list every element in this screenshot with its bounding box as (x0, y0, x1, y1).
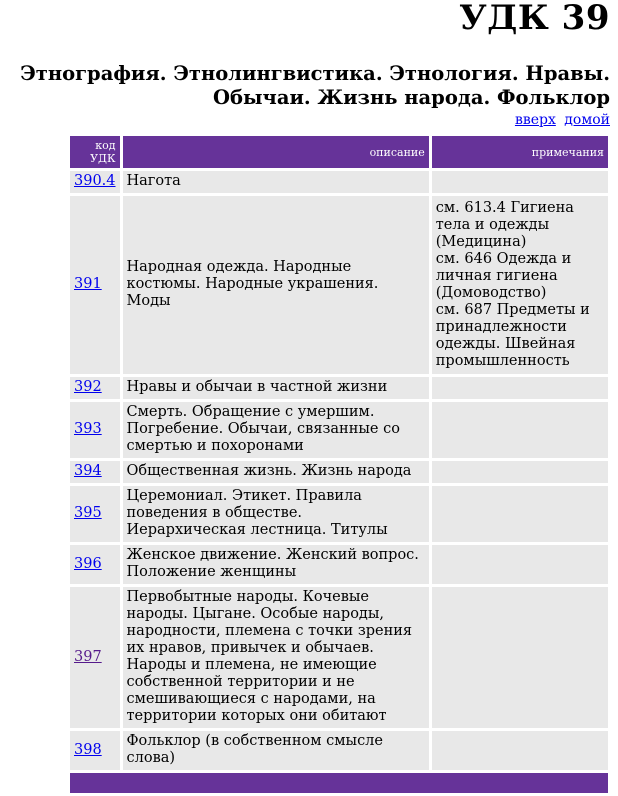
udk-table (67, 133, 611, 796)
table-footer-row (70, 773, 608, 793)
description-cell: Женское движение. Женский вопрос. Положение женщины (123, 545, 429, 584)
code-link[interactable]: 392 (74, 379, 102, 395)
code-link[interactable]: 395 (74, 505, 102, 521)
description-cell: Общественная жизнь. Жизнь народа (123, 461, 429, 483)
page-subtitle: Этнография. Этнолингвистика. Этнология. Нравы. Обычаи. Жизнь народа. Фольклор (20, 62, 610, 109)
table-header-row (70, 136, 608, 168)
code-cell (70, 461, 120, 483)
code-cell (70, 587, 120, 728)
table-row (70, 486, 608, 542)
table-row (70, 171, 608, 193)
up-link[interactable]: вверх (514, 112, 556, 128)
header-notes: примечания (432, 136, 608, 168)
header-code (70, 136, 120, 168)
top-nav (511, 111, 610, 129)
code-link[interactable]: 396 (74, 555, 102, 572)
notes-cell (432, 461, 608, 483)
notes-cell (432, 731, 608, 770)
notes-cell (432, 587, 608, 728)
code-cell (70, 196, 120, 374)
header-code-label: код УДК (90, 139, 116, 165)
code-link[interactable]: 391 (74, 276, 102, 292)
home-link[interactable]: домой (564, 112, 610, 128)
description-cell: Смерть. Обращение с умершим. Погребение. Обычаи, связанные со смертью и похоронами (123, 402, 429, 458)
code-link[interactable]: 398 (74, 741, 102, 758)
description-cell: Нравы и обычаи в частной жизни (123, 377, 429, 399)
description-cell: Нагота (123, 171, 429, 193)
code-cell (70, 377, 120, 399)
table-row (70, 377, 608, 399)
notes-cell (432, 486, 608, 542)
header-description: описание (123, 136, 429, 168)
table-row (70, 731, 608, 770)
notes-cell (432, 377, 608, 399)
code-cell (70, 402, 120, 458)
code-link[interactable]: 397 (74, 648, 102, 665)
table-row (70, 545, 608, 584)
description-cell: Первобытные народы. Кочевые народы. Цыгане. Особые народы, народности, племена с точки зрения их нравов, привычек и обычаев. Народы и племена, не имеющие собственной территории и не смешивающиеся с народами, на территории которых они обитают (123, 587, 429, 728)
notes-cell (432, 545, 608, 584)
code-link[interactable]: 394 (74, 463, 102, 479)
description-cell: Фольклор (в собственном смысле слова) (123, 731, 429, 770)
table-footer-bar (70, 773, 608, 793)
description-cell: Церемониал. Этикет. Правила поведения в обществе. Иерархическая лестница. Титулы (123, 486, 429, 542)
code-link[interactable]: 393 (74, 421, 102, 437)
code-cell (70, 731, 120, 770)
table-row (70, 461, 608, 483)
table-row (70, 196, 608, 374)
notes-cell (432, 171, 608, 193)
table-row (70, 587, 608, 728)
description-cell: Народная одежда. Народные костюмы. Народные украшения. Моды (123, 196, 429, 374)
page-title: УДК 39 (459, 0, 610, 38)
notes-cell (432, 402, 608, 458)
notes-cell: см. 613.4 Гигиена тела и одежды (Медицина) см. 646 Одежда и личная гигиена (Домоводство) см. 687 Предметы и принадлежности одежды. Швейная промышленность (432, 196, 608, 374)
code-cell (70, 171, 120, 193)
code-cell (70, 486, 120, 542)
code-link[interactable]: 390.4 (74, 173, 116, 189)
table-row (70, 402, 608, 458)
code-cell (70, 545, 120, 584)
